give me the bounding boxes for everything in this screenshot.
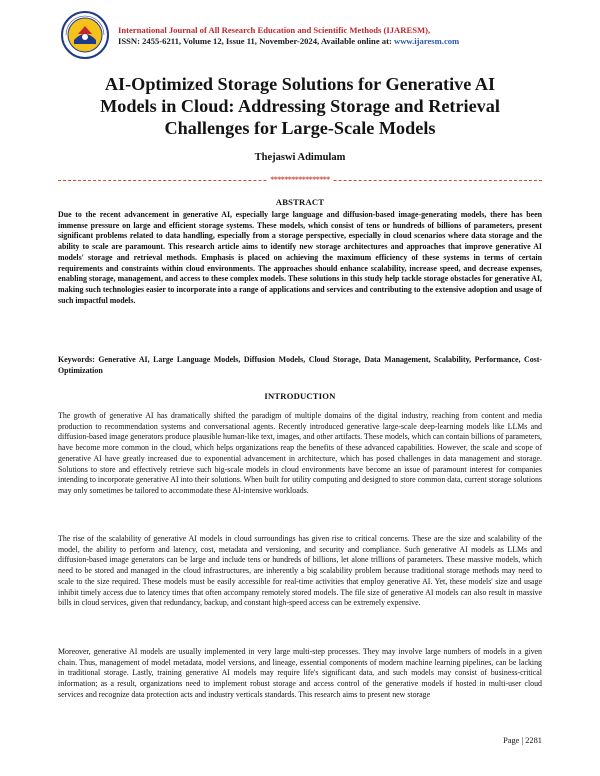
journal-header-text — [118, 25, 459, 47]
paper-title — [40, 73, 560, 139]
page-number: Page | 2281 — [503, 736, 542, 745]
journal-url-link[interactable]: www.ijaresm.com — [393, 36, 460, 46]
title-line: Challenges for Large-Scale Models — [164, 118, 436, 138]
keywords — [58, 355, 542, 376]
author-name: Thejaswi Adimulam — [254, 152, 346, 163]
section-separator — [58, 175, 542, 185]
title-line: AI-Optimized Storage Solutions for Generative AI — [104, 74, 496, 94]
keywords-label: Keywords: — [58, 355, 95, 364]
keywords-text: Generative AI, Large Language Models, Diffusion Models, Cloud Storage, Data Management, Scalability, Performance, Cost-Optimization — [58, 355, 542, 375]
abstract-heading: ABSTRACT — [275, 197, 325, 207]
journal-logo-icon — [60, 10, 110, 60]
intro-paragraph-1: The growth of generative AI has dramatically shifted the paradigm of multiple domains of the digital industry, reaching from content and media production to recommendation systems and conversational agents. Recently introduced generative large-scale deep-learning models like LLMs and diffusion-based image generators produce plausible human-like text, images, and other artifacts. These models, which can contain billions of parameters, have become more common in the cloud, which helps organizations reap the benefits of these advanced capabilities. However, the scale and scope of generative AI have greatly increased due to exponential advancement in architecture, which has posed challenges in data management and storage. Solutions to store and effectively retrieve such big-scale models in cloud environments have become an issue of paramount interest for companies intending to incorporate generative AI into their solutions. When built for utility computing and designed to store common data, current storage solutions may only sometimes be tailored to accommodate these AI-intensive workloads. — [58, 411, 542, 495]
title-line: Models in Cloud: Addressing Storage and Retrieval — [100, 96, 500, 116]
introduction-heading: INTRODUCTION — [264, 391, 336, 401]
journal-header — [60, 10, 550, 62]
journal-name: International Journal of All Research Education and Scientific Methods (IJARESM), — [118, 25, 431, 35]
issn-line: ISSN: 2455-6211, Volume 12, Issue 11, November-2024, Available online at: www.ijaresm.com — [118, 36, 460, 46]
separator-stars: ***************** — [267, 175, 333, 185]
intro-paragraph-2: The rise of the scalability of generative AI models in cloud surroundings has given rise to critical concerns. These are the size and scalability of the model, the ability to perform and latency, cost, metadata and versioning, and security and compliance. Such generative AI models as LLMs and diffusion-based image generators can be large and include tens or hundreds of billions, let alone trillions of parameters. These massive models, which need to be stored and managed in the cloud infrastructures, are inherently a big scalability problem because traditional storage methods may need to scale to the size required. These models must be easily accessible for real-time activities that employ generative AI. Yet, these models' size and usage inhibit timely access due to latency times that often accompany remotely stored models. The file size of generative AI models can also result in massive bills in cloud services, given that redundancy, backup, and constant high-speed access can be extremely expensive. — [58, 534, 542, 608]
abstract-text: Due to the recent advancement in generative AI, especially large language and diffusion-based image-generating models, there has been immense pressure on large and efficient storage systems. These models, which consist of tens or hundreds of billions of parameters, present significant problems related to data handling, especially from a storage perspective, especially in cloud scenarios where data storage and the ability to scale are paramount. This research article aims to identify new storage architectures and approaches that improve generative AI models' storage and retrieval methods. Emphasis is placed on achieving the maximum efficiency of these systems in terms of certain requirements and constraints within cloud environments. The approaches should enhance scalability, increase speed, and decrease expenses, enabling storage, management, and access to these complex models. These solutions in this study help tackle storage obstacles for generative AI, making such technologies easier to incorporate into a range of applications and services and contributing to the extensive adoption and usage of such impactful models. — [58, 210, 542, 305]
intro-paragraph-3: Moreover, generative AI models are usually implemented in very large multi-step processes. They may involve large numbers of models in a given chain. Thus, management of model metadata, model versions, and lineage, essential components of modern machine learning pipelines, can be lacking in traditional storage. Lastly, training generative AI models may require life's significant data, and such models may consist of business-critical information; as a result, organizations need to implement robust storage and access control of the generative models if hosted in multi-user cloud services and recognize data protection acts and industry verticals standards. This research aims to present new storage — [58, 647, 542, 699]
